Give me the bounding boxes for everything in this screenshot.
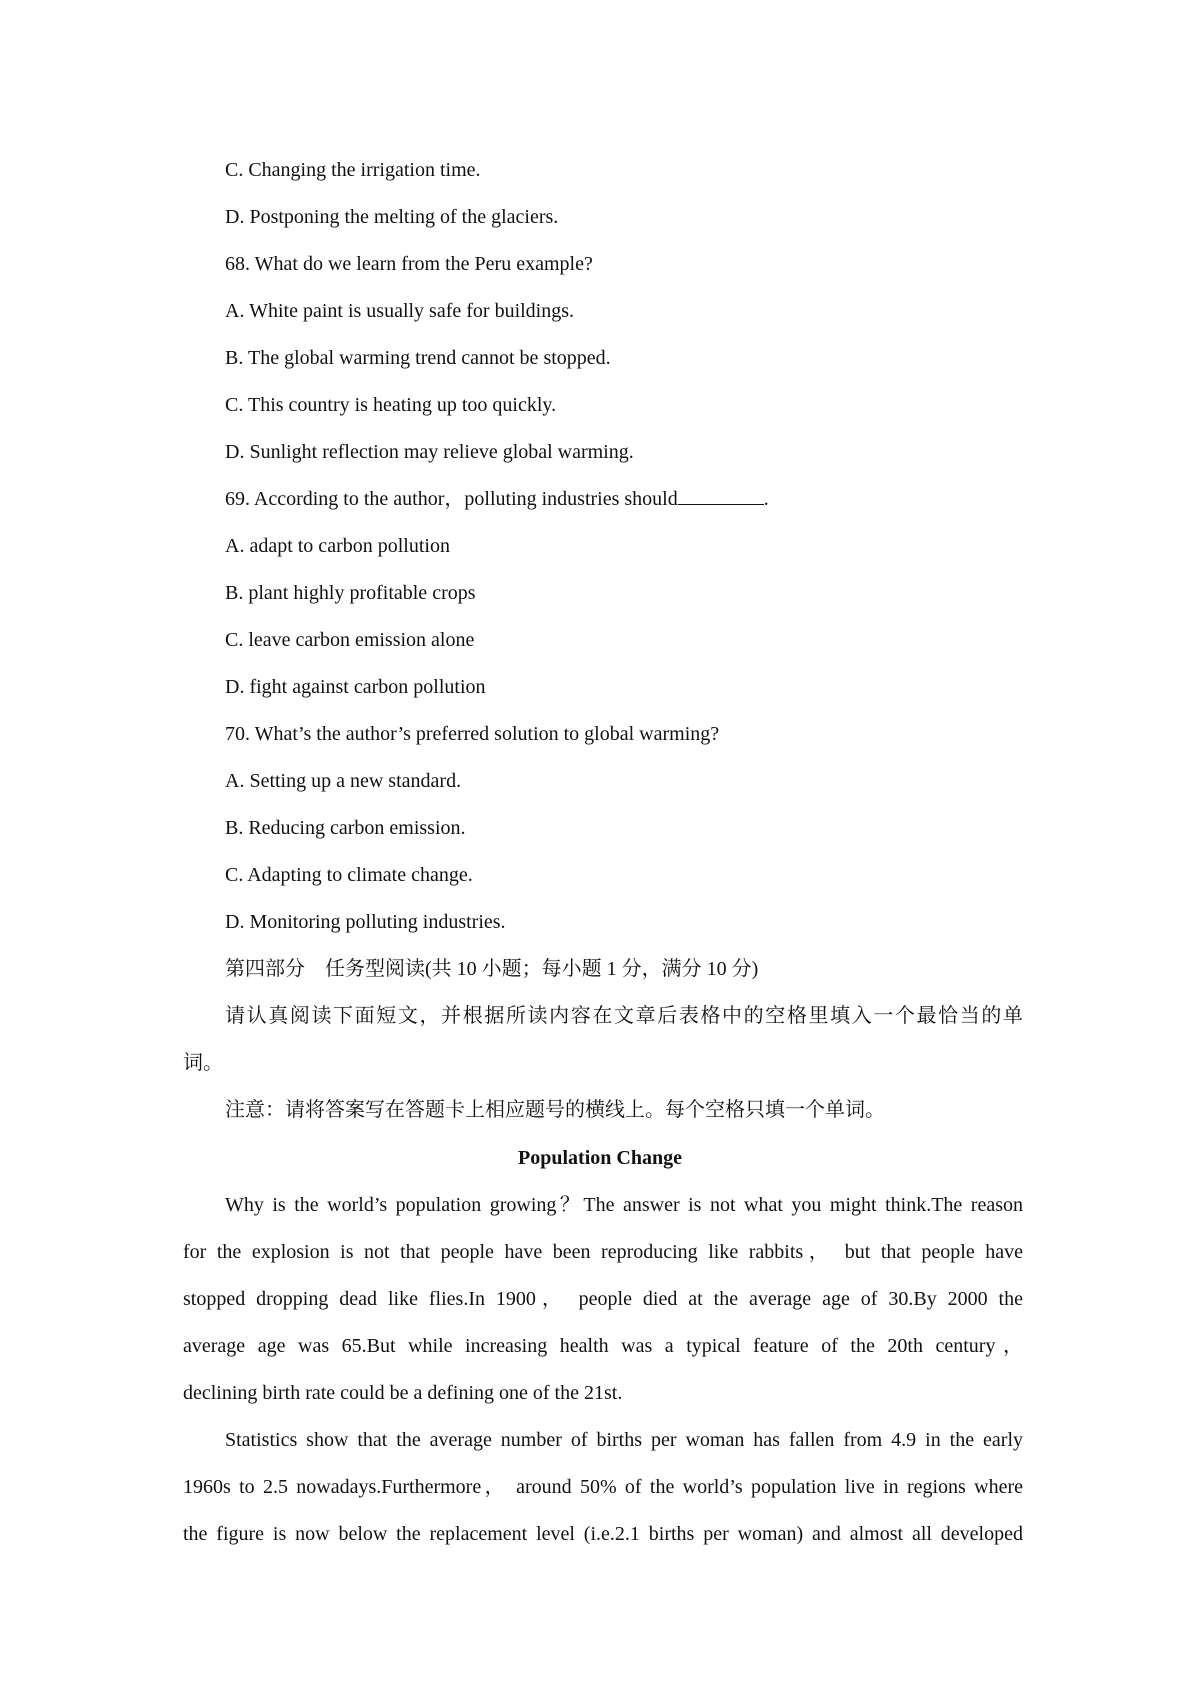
- q69-option-a: A. adapt to carbon pollution: [225, 535, 450, 557]
- q70-stem: 70. What’s the author’s preferred solution to global warming?: [225, 723, 720, 745]
- q70-option-c: C. Adapting to climate change.: [225, 864, 473, 886]
- section-title: 第四部分 任务型阅读(共 10 小题；每小题 1 分，满分 10 分): [225, 958, 759, 980]
- instruction-line: 请认真阅读下面短文，并根据所读内容在文章后表格中的空格里填入一个最恰当的单: [225, 1005, 1023, 1027]
- paragraph-line: 1960s to 2.5 nowadays.Furthermore， around 50% of the world’s population live in regions where: [183, 1476, 1023, 1498]
- paragraph-line: Why is the world’s population growing？The answer is not what you might think.The reason: [225, 1194, 1023, 1216]
- q69-option-d: D. fight against carbon pollution: [225, 676, 486, 698]
- q67-option-c: C. Changing the irrigation time.: [225, 159, 481, 181]
- paragraph-line: average age was 65.But while increasing health was a typical feature of the 20th century，: [183, 1335, 1023, 1357]
- paragraph-line: for the explosion is not that people have been reproducing like rabbits， but that people have: [183, 1241, 1023, 1263]
- q68-option-d: D. Sunlight reflection may relieve global warming.: [225, 441, 634, 463]
- q69-stem-text: 69. According to the author，polluting industries should: [225, 488, 678, 510]
- q70-option-b: B. Reducing carbon emission.: [225, 817, 466, 839]
- q68-option-c: C. This country is heating up too quickly.: [225, 394, 557, 416]
- q70-option-d: D. Monitoring polluting industries.: [225, 911, 506, 933]
- instruction-line: 词。: [183, 1052, 223, 1074]
- q68-stem: 68. What do we learn from the Peru example?: [225, 253, 593, 275]
- paragraph-line: the figure is now below the replacement level (i.e.2.1 births per woman) and almost all developed: [183, 1523, 1023, 1545]
- section-instruction: [183, 1003, 1023, 1083]
- q68-option-b: B. The global warming trend cannot be stopped.: [225, 347, 611, 369]
- section-note: 注意：请将答案写在答题卡上相应题号的横线上。每个空格只填一个单词。: [225, 1099, 885, 1121]
- q70-option-a: A. Setting up a new standard.: [225, 770, 462, 792]
- q69-option-c: C. leave carbon emission alone: [225, 629, 475, 651]
- passage-paragraph-2: [183, 1427, 1023, 1577]
- q68-option-a: A. White paint is usually safe for buildings.: [225, 300, 575, 322]
- paragraph-line: declining birth rate could be a defining one of the 21st.: [183, 1382, 623, 1404]
- answer-blank: [678, 486, 764, 505]
- q69-stem-end: .: [763, 488, 769, 510]
- paragraph-line: Statistics show that the average number of births per woman has fallen from 4.9 in the early: [225, 1429, 1023, 1451]
- q69-stem: [225, 486, 769, 512]
- q67-option-d: D. Postponing the melting of the glaciers.: [225, 206, 559, 228]
- paragraph-line: stopped dropping dead like flies.In 1900， people died at the average age of 30.By 2000 the: [183, 1288, 1023, 1310]
- passage-paragraph-1: [183, 1192, 1023, 1432]
- q69-option-b: B. plant highly profitable crops: [225, 582, 476, 604]
- passage-title: Population Change: [518, 1147, 682, 1169]
